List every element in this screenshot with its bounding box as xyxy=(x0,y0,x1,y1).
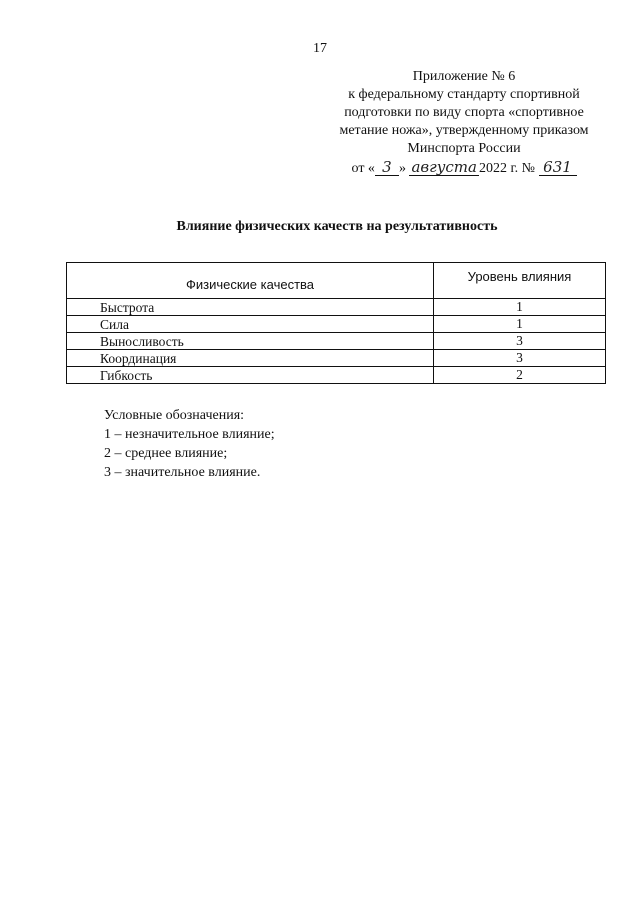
order-date-line xyxy=(318,159,610,178)
level-cell: 3 xyxy=(516,333,523,348)
table-row xyxy=(67,298,605,315)
influence-table xyxy=(66,262,606,384)
date-mid: » xyxy=(398,161,406,176)
appendix-line: Минспорта России xyxy=(407,141,521,156)
quality-cell: Выносливость xyxy=(67,333,434,349)
level-cell: 1 xyxy=(516,299,523,314)
table-header-row xyxy=(67,263,605,298)
date-prefix: от « xyxy=(351,161,375,176)
appendix-line: Приложение № 6 xyxy=(412,69,516,84)
appendix-line: подготовки по виду спорта «спортивное xyxy=(344,105,584,120)
table-row xyxy=(67,332,605,349)
handwritten-month: августа xyxy=(411,158,477,176)
legend-item: 3 – значительное влияние. xyxy=(104,465,261,480)
legend-block xyxy=(104,406,275,482)
level-cell: 3 xyxy=(516,350,523,365)
level-cell: 1 xyxy=(516,316,523,331)
page-number: 17 xyxy=(313,41,327,56)
table-row xyxy=(67,349,605,366)
legend-item: 2 – среднее влияние; xyxy=(104,446,228,461)
quality-cell: Быстрота xyxy=(67,299,434,315)
handwritten-order-number: 631 xyxy=(539,159,577,176)
header-quality: Физические качества xyxy=(67,263,434,298)
appendix-block xyxy=(318,68,610,178)
quality-cell: Сила xyxy=(67,316,434,332)
legend-title: Условные обозначения: xyxy=(104,408,245,423)
legend-item: 1 – незначительное влияние; xyxy=(104,427,275,442)
table-row xyxy=(67,315,605,332)
appendix-line: к федеральному стандарту спортивной xyxy=(348,87,580,102)
document-title: Влияние физических качеств на результативность xyxy=(176,219,498,234)
header-level: Уровень влияния xyxy=(467,269,572,284)
table-row xyxy=(67,366,605,383)
quality-cell: Гибкость xyxy=(67,367,434,383)
quality-cell: Координация xyxy=(67,350,434,366)
appendix-line: метание ножа», утвержденному приказом xyxy=(339,123,589,138)
date-year: 2022 г. № xyxy=(478,161,535,176)
handwritten-day: 3 xyxy=(375,159,399,176)
level-cell: 2 xyxy=(516,367,523,382)
